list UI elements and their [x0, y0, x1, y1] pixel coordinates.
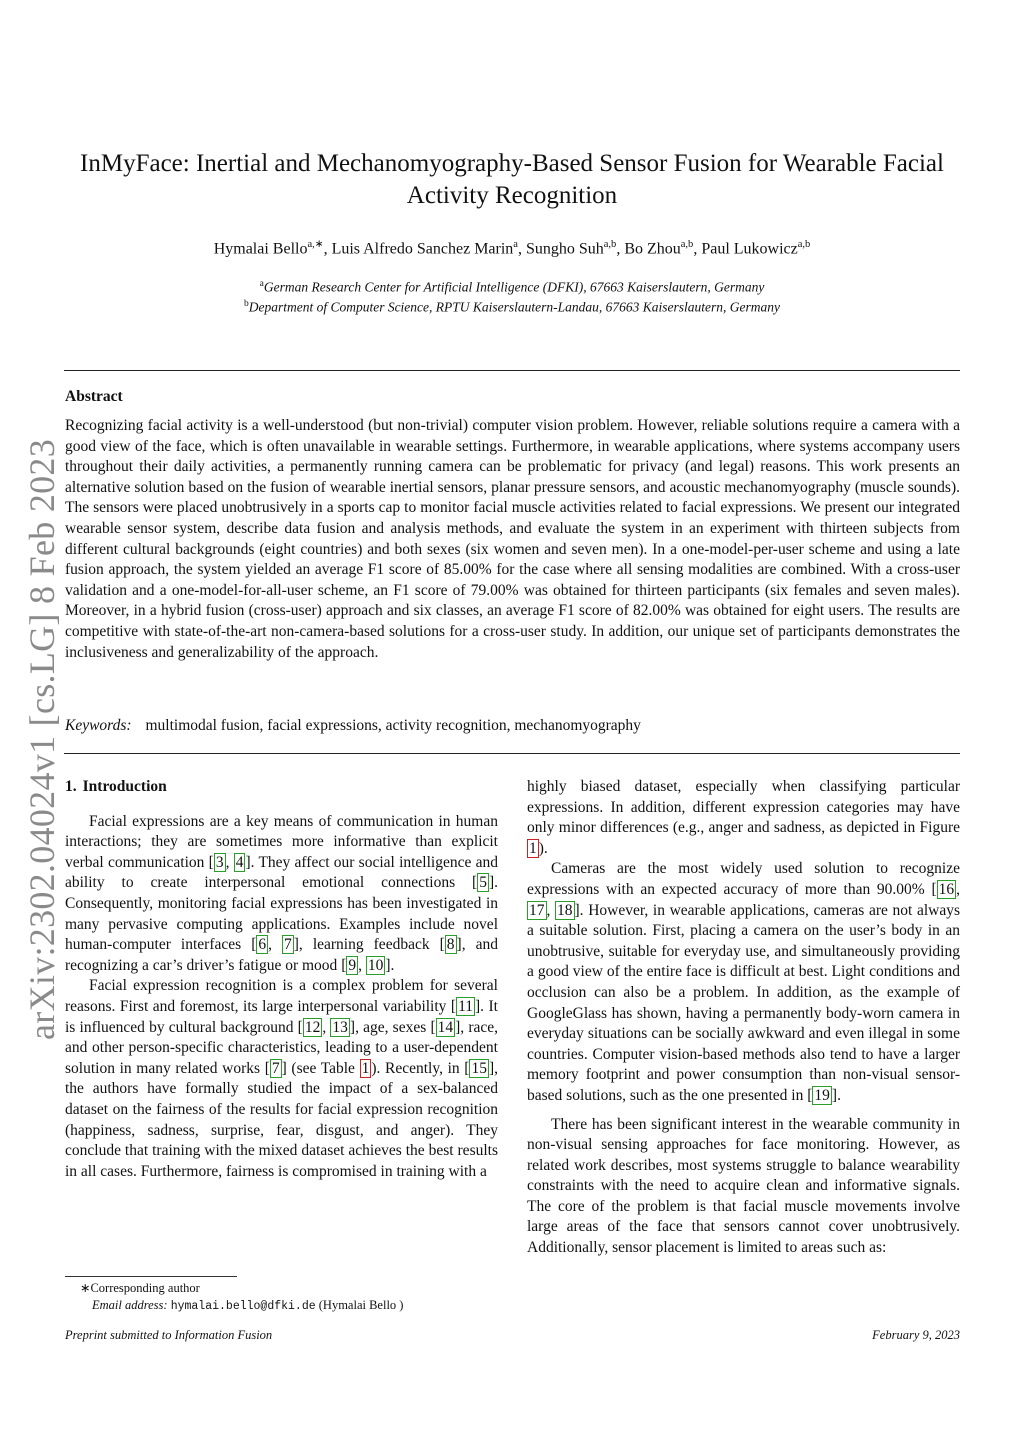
- submission-date: February 9, 2023: [872, 1328, 960, 1342]
- citation-link[interactable]: 17: [529, 901, 545, 919]
- section-heading: [65, 777, 498, 798]
- affiliation-text: Department of Computer Science, RPTU Kaiserslautern-Landau, 67663 Kaiserslautern, Germany: [248, 299, 781, 314]
- left-column: [65, 777, 498, 1182]
- email-name: (Hymalai Bello ): [318, 1298, 404, 1312]
- paper-title: InMyFace: Inertial and Mechanomyography-Based Sensor Fusion for Wearable Facial Activity Recognition: [80, 150, 944, 209]
- author-name: Sungho Suh: [525, 240, 604, 258]
- intro-paragraph-1: Facial expressions are a key means of communication in human interactions; they are sometimes more informative than explicit verbal communication [ 3 , 4 ]. They affect our social intelligence and ability to create interpersonal emotional connections [ 5 ]. Consequently, monitoring facial expressions has been investigated in many pervasive computing applications. Examples include novel human-computer interfaces [ 6 , 7 ], learning feedback [ 8 ], and recognizing a car’s driver’s fatigue or mood [ 9 , 10 ].: [65, 812, 498, 974]
- citation-link[interactable]: 13: [332, 1018, 348, 1036]
- author-affiliation-mark: a,b: [680, 239, 694, 250]
- author-name: Bo Zhou: [624, 240, 681, 258]
- keywords: [65, 717, 960, 735]
- figure-table-link[interactable]: 1: [361, 1059, 370, 1077]
- author-affiliation-mark: a: [513, 239, 518, 250]
- author-affiliation-mark: a,∗: [307, 239, 324, 250]
- citation-link[interactable]: 18: [557, 901, 573, 919]
- section-title: Introduction: [82, 778, 167, 795]
- citation-link[interactable]: 7: [271, 1059, 280, 1077]
- citation-link[interactable]: 5: [479, 874, 487, 892]
- citation-link[interactable]: 14: [437, 1018, 454, 1036]
- footnote-rule: [65, 1276, 237, 1277]
- citation-link[interactable]: 19: [814, 1086, 830, 1104]
- keywords-label: Keywords:: [65, 717, 132, 734]
- citation-link[interactable]: 7: [284, 936, 292, 954]
- footnote: [65, 1280, 498, 1315]
- author-name: Paul Lukowicz: [701, 240, 798, 258]
- citation-link[interactable]: 9: [348, 956, 357, 974]
- affiliation-mark: a: [259, 279, 264, 289]
- citation-link[interactable]: 15: [471, 1059, 487, 1077]
- intro-paragraph-5: There has been significant interest in the wearable community in non-visual sensing approaches for face monitoring. However, as related work describes, most systems struggle to balance wearability constraints with the need to acquire clean and informative signals. The core of the problem is that facial muscle movements involve large areas of the face that sensors cannot cover unobtrusively. Additionally, sensor placement is limited to areas such as:: [527, 1115, 960, 1257]
- intro-paragraph-4: Cameras are the most widely used solution to recognize expressions with an expected accuracy of more than 90.00% [ 16 , 17 , 18 ]. However, in wearable applications, cameras are not always a suitable solution. First, placing a camera on the user’s body in an unobtrusive, suitable for everyday use, and simultaneously providing a good view of the entire face is difficult at best. Light conditions and occlusion can also be a problem. In addition, as the example of GoogleGlass has shown, having a permanently body-worn camera in everyday situations can be socially awkward and even illegal in some countries. Computer vision-based methods also tend to have a larger memory footprint and power consumption than non-visual sensor-based solutions, such as the one presented in [ 19 ].: [527, 860, 960, 1104]
- affiliation-text: German Research Center for Artificial Intelligence (DFKI), 67663 Kaiserslautern, Germany: [263, 279, 765, 295]
- abstract-heading: Abstract: [65, 388, 123, 405]
- author-affiliation-mark: a,b: [797, 239, 811, 250]
- email-label: Email address:: [92, 1298, 168, 1312]
- keywords-text: multimodal fusion, facial expressions, activity recognition, mechanomyography: [145, 717, 641, 734]
- figure-table-link[interactable]: 1: [529, 839, 537, 857]
- affiliation-line: [60, 296, 964, 316]
- arxiv-identifier-stamp[interactable]: arXiv:2302.04024v1 [cs.LG] 8 Feb 2023: [22, 438, 62, 1040]
- citation-link[interactable]: 3: [215, 853, 224, 871]
- author-name: Luis Alfredo Sanchez Marin: [331, 240, 514, 258]
- right-column: [527, 777, 960, 1259]
- section-number: 1.: [65, 778, 77, 795]
- preprint-note: Preprint submitted to Information Fusion: [65, 1328, 273, 1342]
- citation-link[interactable]: 4: [235, 853, 244, 871]
- affiliations: [60, 276, 964, 315]
- affiliation-mark: b: [243, 298, 249, 309]
- citation-link[interactable]: 11: [458, 997, 473, 1015]
- author-affiliation-mark: a,b: [603, 239, 617, 250]
- affiliation-line: [60, 276, 964, 296]
- citation-link[interactable]: 8: [446, 936, 455, 954]
- citation-link[interactable]: 6: [258, 936, 267, 954]
- email-address[interactable]: hymalai.bello@dfki.de: [170, 1300, 316, 1313]
- abstract-text: Recognizing facial activity is a well-understood (but non-trivial) computer vision problem. However, reliable solutions require a camera with a good view of the face, which is often unavailable in wearable settings. Furthermore, in wearable applications, where systems accompany users throughout their daily activities, a permanently running camera can be problematic for privacy (and legal) reasons. This work presents an alternative solution based on the fusion of wearable inertial sensors, planar pressure sensors, and acoustic mechanomyography (muscle sounds). The sensors were placed unobtrusively in a sports cap to monitor facial muscle activities related to facial expressions. We present our integrated wearable sensor system, describe data fusion and analysis methods, and evaluate the system in an experiment with thirteen subjects from different cultural backgrounds (eight countries) and both sexes (six women and seven men). In a one-model-per-user scheme and using a late fusion approach, the system yielded an average F1 score of 85.00% for the case where all sensing modalities are combined. With a cross-user validation and a one-model-for-all-user scheme, an F1 score of 79.00% was obtained for thirteen participants (six females and seven males). Moreover, in a hybrid fusion (cross-user) approach and six classes, an average F1 score of 82.00% was obtained for eight users. The results are competitive with state-of-the-art non-camera-based solutions for a cross-user study. In addition, our unique set of participants demonstrates the inclusiveness and generalizability of the approach.: [65, 417, 960, 661]
- citation-link[interactable]: 16: [938, 880, 955, 898]
- intro-paragraph-2: Facial expression recognition is a complex problem for several reasons. First and foremost, its large interpersonal variability [ 11 ]. It is influenced by cultural background [ 12 , 13 ], age, sexes [ 14 ], race, and other person-specific characteristics, leading to a user-dependent solution in many related works [ 7 ] (see Table 1 ). Recently, in [ 15 ], the authors have formally studied the impact of a sex-balanced dataset on the fairness of the results for facial expression recognition (happiness, sadness, surprise, fear, disgust, and anger). They conclude that training with the mixed dataset achieves the best results in all cases. Furthermore, fairness is compromised in training with a: [65, 977, 499, 1180]
- mid-rule: [64, 753, 960, 754]
- corresponding-author-note: ∗Corresponding author: [80, 1281, 200, 1295]
- citation-link[interactable]: 12: [304, 1018, 321, 1036]
- email-note: [65, 1297, 498, 1315]
- top-rule: [64, 370, 960, 371]
- intro-paragraph-3: highly biased dataset, especially when classifying particular expressions. In addition, different expression categories may have only minor differences (e.g., anger and sadness, as depicted in Figure 1 ).: [527, 778, 960, 857]
- citation-link[interactable]: 10: [367, 956, 384, 974]
- author-list: Hymalai Bello$^{a,∗}$, Luis Alfredo Sanchez Marin$^a$, Sungho Suh$^{a,b}$, Bo Zhou$^{a,b}$, Paul Lukowicz$^{a,b}$: [213, 239, 811, 258]
- author-name: Hymalai Bello: [213, 240, 308, 258]
